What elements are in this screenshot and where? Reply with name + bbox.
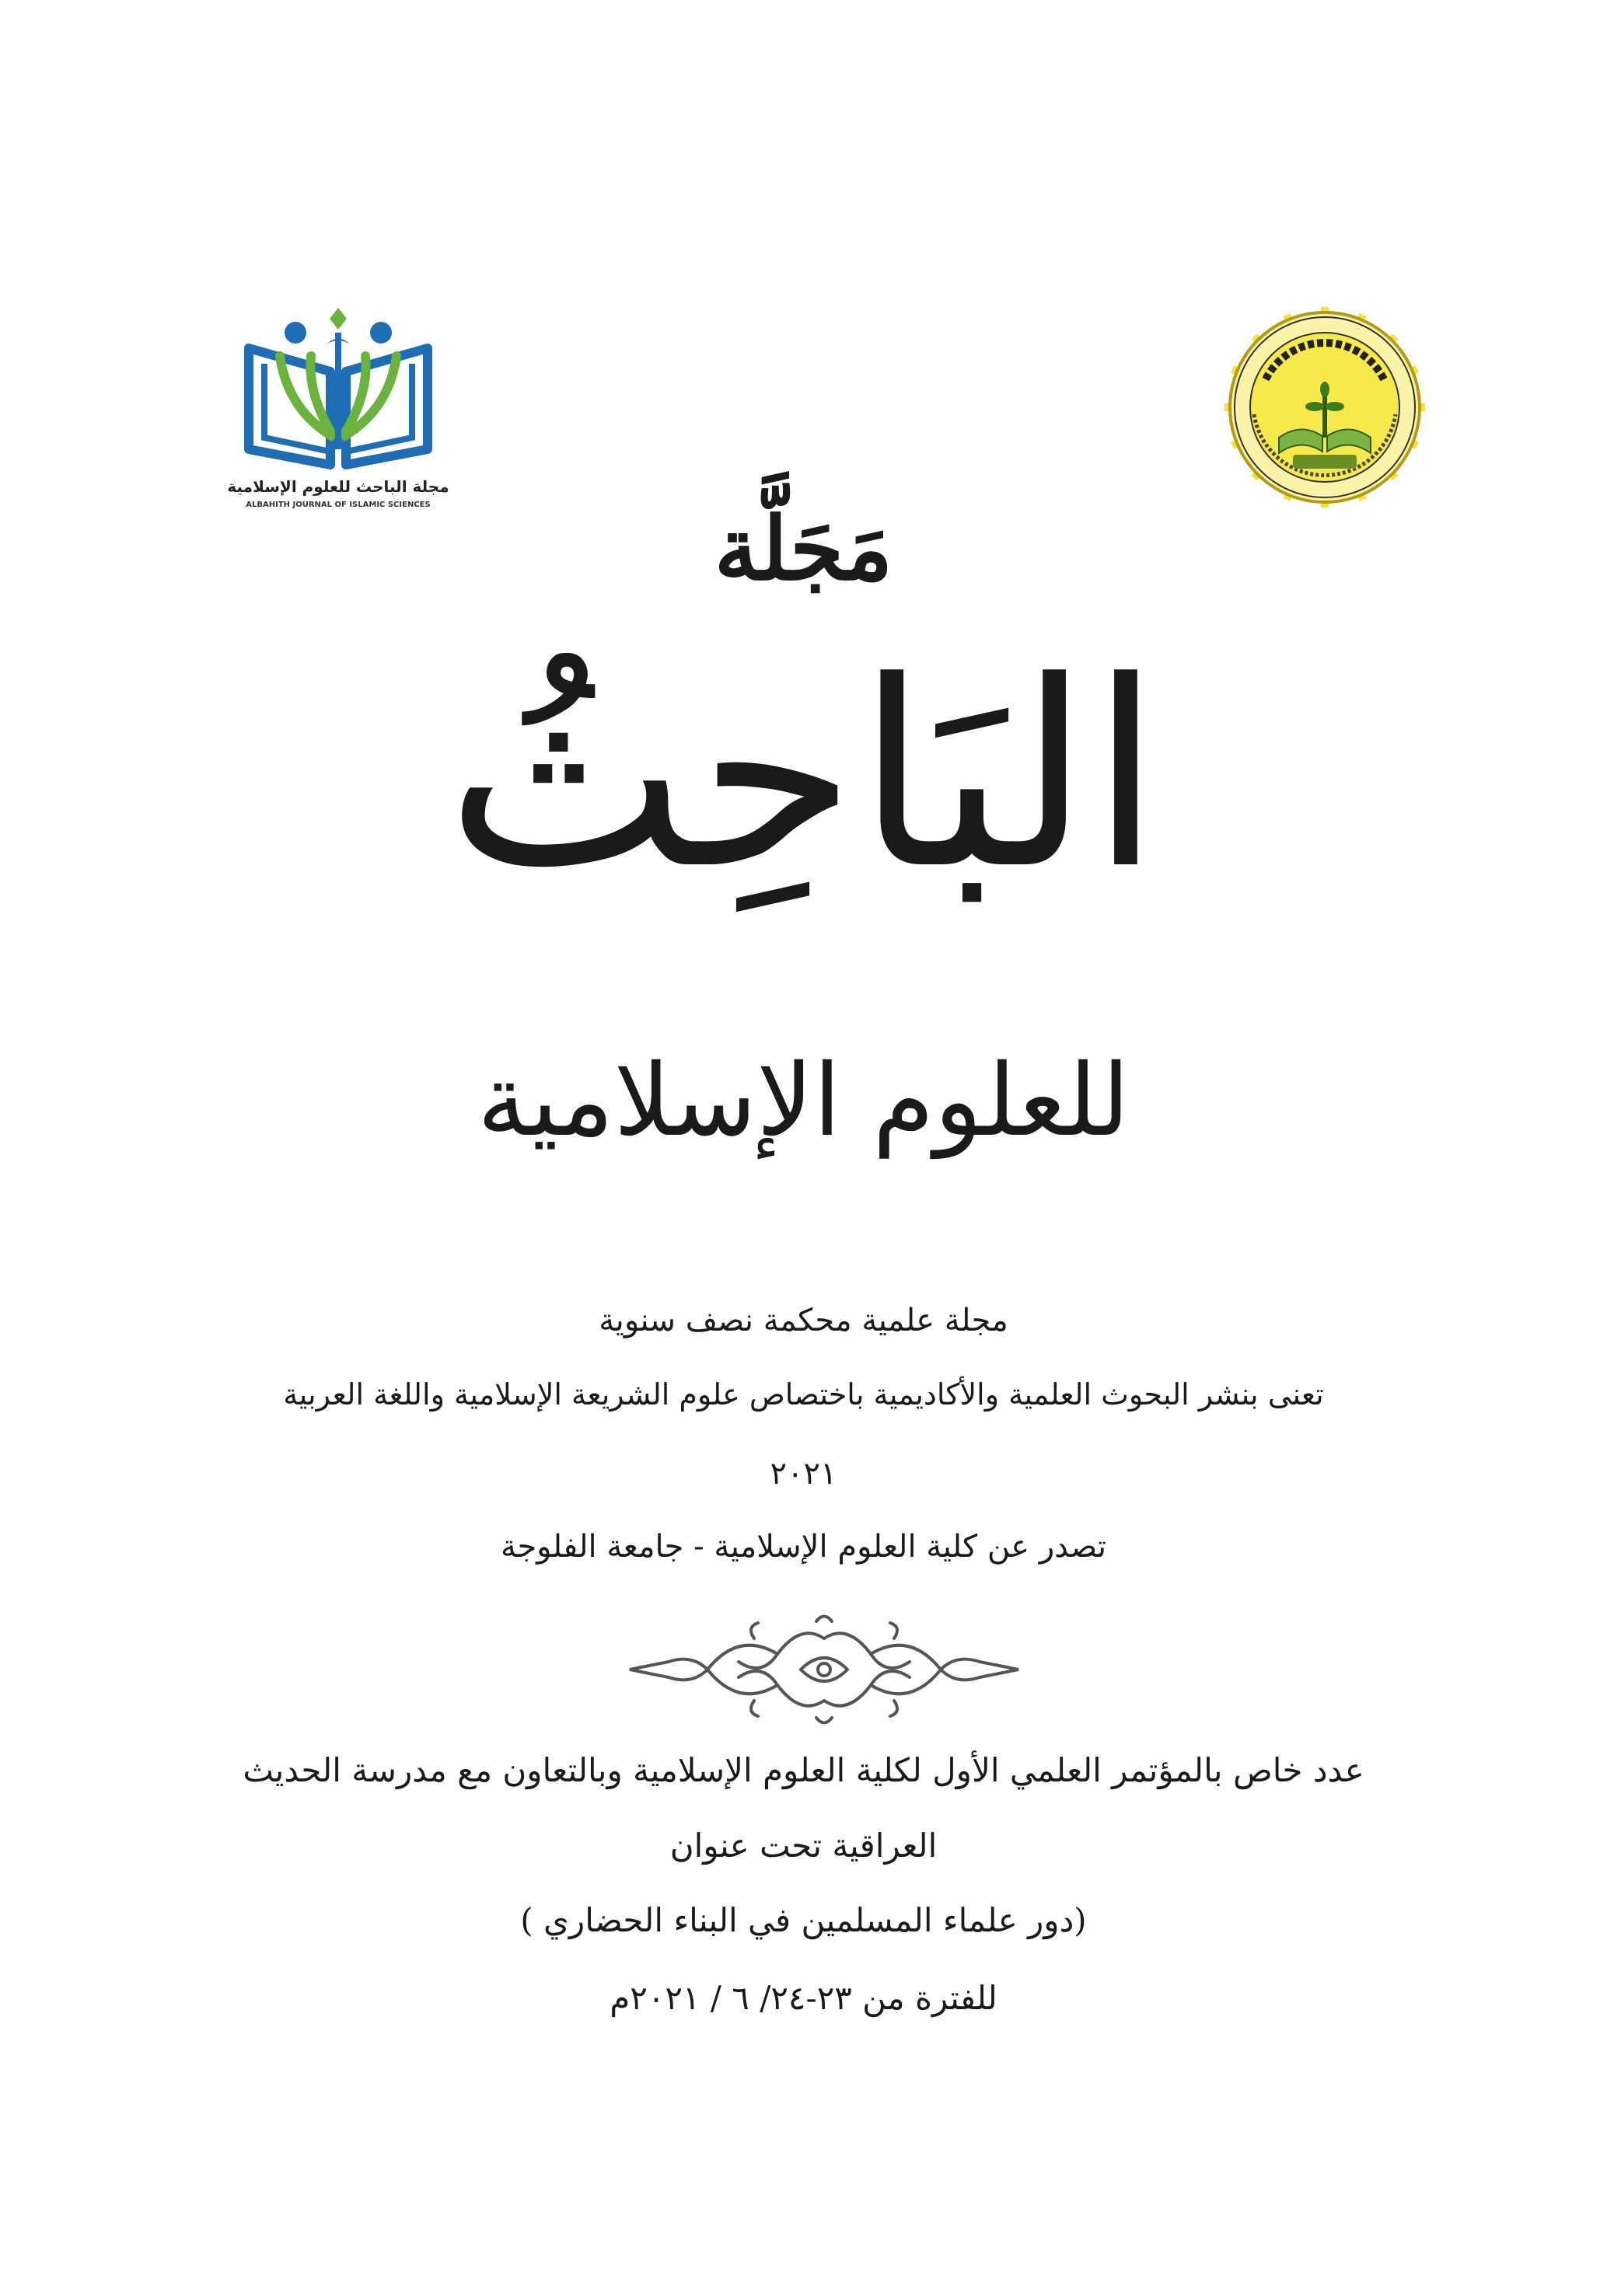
open-book-logo-icon (233, 302, 443, 476)
college-seal (1223, 305, 1427, 509)
journal-name-arabic: مجلة الباحث للعلوم الإسلامية (227, 477, 449, 496)
title-bahith: البَاحِثُ (445, 626, 1162, 925)
journal-scope: تعنى بنشر البحوث العلمية والأكاديمية باختصاص علوم الشريعة الإسلامية واللغة العربية (283, 1377, 1324, 1411)
issue-year: ٢٠٢١ (770, 1456, 837, 1492)
title-majalla: مَجَلَّة (714, 498, 893, 600)
conference-dates: للفترة من ٢٣-٢٤/ ٦ / ٢٠٢١م (610, 1979, 997, 2017)
journal-logo (227, 302, 449, 527)
ornament-divider (622, 1607, 1026, 1732)
title-subtitle: للعلوم الإسلامية (477, 1043, 1130, 1159)
publisher-line: تصدر عن كلية العلوم الإسلامية - جامعة الفلوجة (501, 1529, 1106, 1565)
journal-description: مجلة علمية محكمة نصف سنوية (599, 1303, 1008, 1338)
special-issue-line: العراقية تحت عنوان (669, 1827, 938, 1865)
journal-name-english: ALBAHITH JOURNAL OF ISLAMIC SCIENCES (246, 501, 431, 509)
special-issue-line: عدد خاص بالمؤتمر العلمي الأول لكلية العلوم الإسلامية وبالتعاون مع مدرسة الحديث (243, 1751, 1364, 1789)
ornament-icon (622, 1607, 1026, 1732)
college-seal-icon (1223, 305, 1427, 509)
conference-title: (دور علماء المسلمين في البناء الحضاري ) (520, 1901, 1087, 1939)
